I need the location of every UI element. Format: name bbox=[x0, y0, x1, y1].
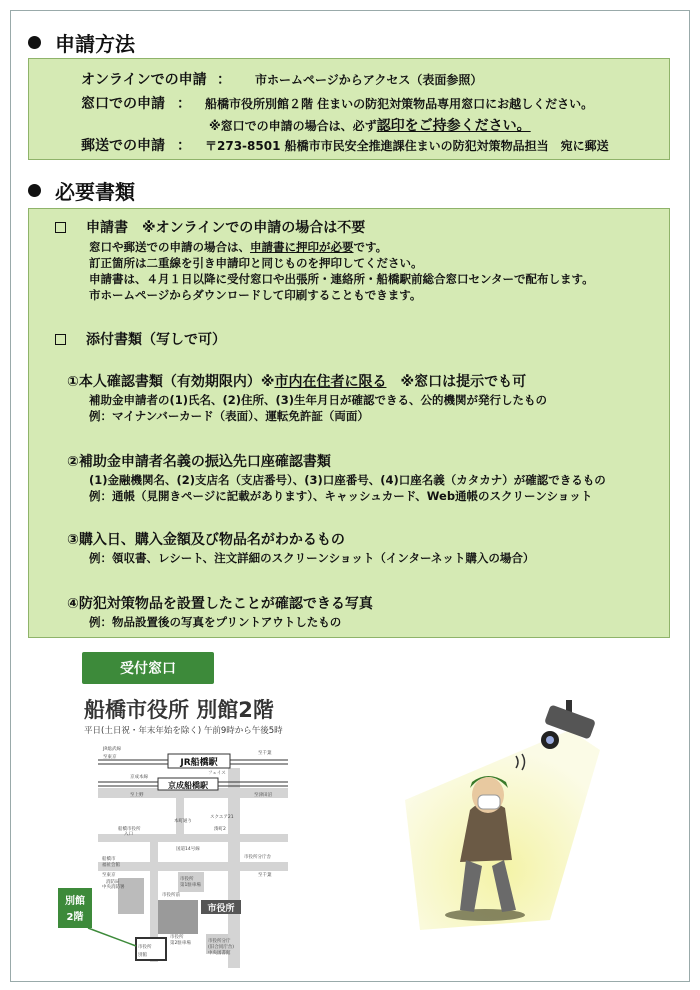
map-label: 至東京 bbox=[103, 755, 117, 760]
map-label: 消防局 bbox=[106, 880, 120, 885]
item1-line1: 補助金申請者の(1)氏名、(2)住所、(3)生年月日が確認できる、公的機関が発行したもの bbox=[89, 393, 548, 407]
reception-badge: 受付窓口 bbox=[82, 652, 214, 684]
city-hall-building bbox=[158, 900, 198, 934]
map-label: 別館 bbox=[138, 953, 147, 958]
form-line4: 市ホームページからダウンロードして印刷することもできます。 bbox=[89, 288, 422, 302]
map-label: スクエア21 bbox=[210, 815, 234, 820]
online-label: オンラインでの申請 bbox=[81, 72, 207, 88]
annex-callout-floor: 2階 bbox=[66, 912, 84, 923]
map-label: 船橋市役所 bbox=[118, 827, 141, 832]
map-label: 京成本線 bbox=[130, 775, 148, 780]
road bbox=[98, 862, 288, 871]
map-label: 福祉会館 bbox=[102, 863, 120, 868]
access-map bbox=[58, 738, 288, 970]
counter-note: ※窓口での申請の場合は、必ず認印をご持参ください。 bbox=[209, 118, 531, 134]
form-line3: 申請書は、４月１日以降に受付窓口や出張所・連絡所・船橋駅前総合窓口センターで配布します。 bbox=[89, 272, 594, 286]
map-label: 中央消防署 bbox=[102, 885, 125, 890]
bullet-icon bbox=[28, 36, 41, 49]
online-value: 市ホームページからアクセス（表面参照） bbox=[255, 73, 483, 87]
map-label: 第2駐車場 bbox=[170, 941, 191, 946]
map-label: 船橋市 bbox=[102, 857, 116, 862]
road bbox=[228, 768, 240, 968]
counter-value: 船橋市役所別館２階 住まいの防犯対策物品専用窓口にお越しください。 bbox=[205, 97, 594, 111]
map-label: JR総武線 bbox=[103, 747, 121, 752]
burglar-illustration bbox=[400, 690, 610, 940]
map-label: 市役所分庁舎 bbox=[244, 855, 271, 860]
map-label: 本町通り bbox=[174, 819, 192, 824]
item4-title: ④防犯対策物品を設置したことが確認できる写真 bbox=[67, 596, 373, 612]
item1-title: ①本人確認書類（有効期限内）※市内在住者に限る ※窓口は提示でも可 bbox=[67, 374, 527, 390]
map-label: フェイス bbox=[208, 771, 226, 776]
attach-title: 添付書類（写しで可） bbox=[55, 329, 226, 349]
bullet-icon bbox=[28, 184, 41, 197]
form-line1: 窓口や郵送での申請の場合は、申請書に押印が必要です。 bbox=[89, 240, 388, 254]
mail-colon: ： bbox=[177, 138, 191, 154]
office-hours: 平日(土日祝・年末年始を除く) 午前9時から午後5時 bbox=[84, 726, 283, 736]
counter-label: 窓口での申請 bbox=[81, 96, 165, 112]
map-label: (旧合同庁舎) bbox=[208, 945, 235, 950]
map-label: 至東京 bbox=[102, 873, 116, 878]
counter-colon: ： bbox=[177, 96, 191, 112]
map-label: 市役所 bbox=[180, 877, 194, 882]
map-label: 至千葉 bbox=[258, 751, 272, 756]
item2-line2: 例：通帳（見開きページに記載があります）、キャッシュカード、Web通帳のスクリーンショット bbox=[89, 489, 593, 503]
item3-title: ③購入日、購入金額及び物品名がわかるもの bbox=[67, 532, 345, 548]
road bbox=[176, 798, 184, 838]
map-label: 市役所 bbox=[138, 945, 152, 950]
form-title: 申請書 ※オンラインでの申請の場合は不要 bbox=[55, 217, 365, 237]
building bbox=[118, 878, 144, 914]
application-box bbox=[28, 58, 670, 160]
building bbox=[178, 872, 204, 892]
item3-line1: 例：領収書、レシート、注文詳細のスクリーンショット（インターネット購入の場合） bbox=[89, 551, 535, 565]
city-hall-label: 市役所 bbox=[207, 904, 235, 914]
item2-line1: (1)金融機関名、(2)支店名（支店番号）、(3)口座番号、(4)口座名義（カタカナ）が確認できるもの bbox=[89, 473, 606, 487]
map-label: 第1駐車場 bbox=[180, 883, 201, 888]
application-heading: 申請方法 bbox=[28, 28, 135, 57]
item4-line1: 例：物品設置後の写真をプリントアウトしたもの bbox=[89, 615, 342, 629]
documents-box bbox=[28, 208, 670, 638]
office-title: 船橋市役所 別館2階 bbox=[84, 698, 274, 722]
map-label: 市役所前 bbox=[162, 893, 180, 898]
map-label: 市役所分庁 bbox=[208, 939, 231, 944]
item2-title: ②補助金申請者名義の振込先口座確認書類 bbox=[67, 454, 331, 470]
map-label: 至千葉 bbox=[258, 873, 272, 878]
map-label: 湊町2 bbox=[214, 827, 226, 832]
keisei-station-label: 京成船橋駅 bbox=[168, 781, 208, 790]
mail-value: 〒273-8501 船橋市市民安全推進課住まいの防犯対策物品担当 宛に郵送 bbox=[205, 139, 609, 153]
checkbox-icon bbox=[55, 334, 66, 345]
map-label: 国道14号線 bbox=[176, 847, 200, 852]
item1-line2: 例：マイナンバーカード（表面）、運転免許証（両面） bbox=[89, 409, 369, 423]
mail-label: 郵送での申請 bbox=[81, 138, 165, 154]
annex-callout-label: 別館 bbox=[65, 896, 85, 907]
map-label: 市役所 bbox=[170, 935, 184, 940]
form-line2: 訂正箇所は二重線を引き申請印と同じものを押印してください。 bbox=[89, 256, 423, 270]
map-label: 入口 bbox=[124, 832, 133, 837]
documents-heading: 必要書類 bbox=[28, 176, 135, 205]
map-label: 中央図書館 bbox=[208, 951, 231, 956]
map-label: 至津田沼 bbox=[254, 793, 272, 798]
online-colon: ： bbox=[217, 72, 231, 88]
jr-station-label: JR船橋駅 bbox=[180, 758, 218, 768]
map-label: 至上野 bbox=[130, 793, 144, 798]
checkbox-icon bbox=[55, 222, 66, 233]
